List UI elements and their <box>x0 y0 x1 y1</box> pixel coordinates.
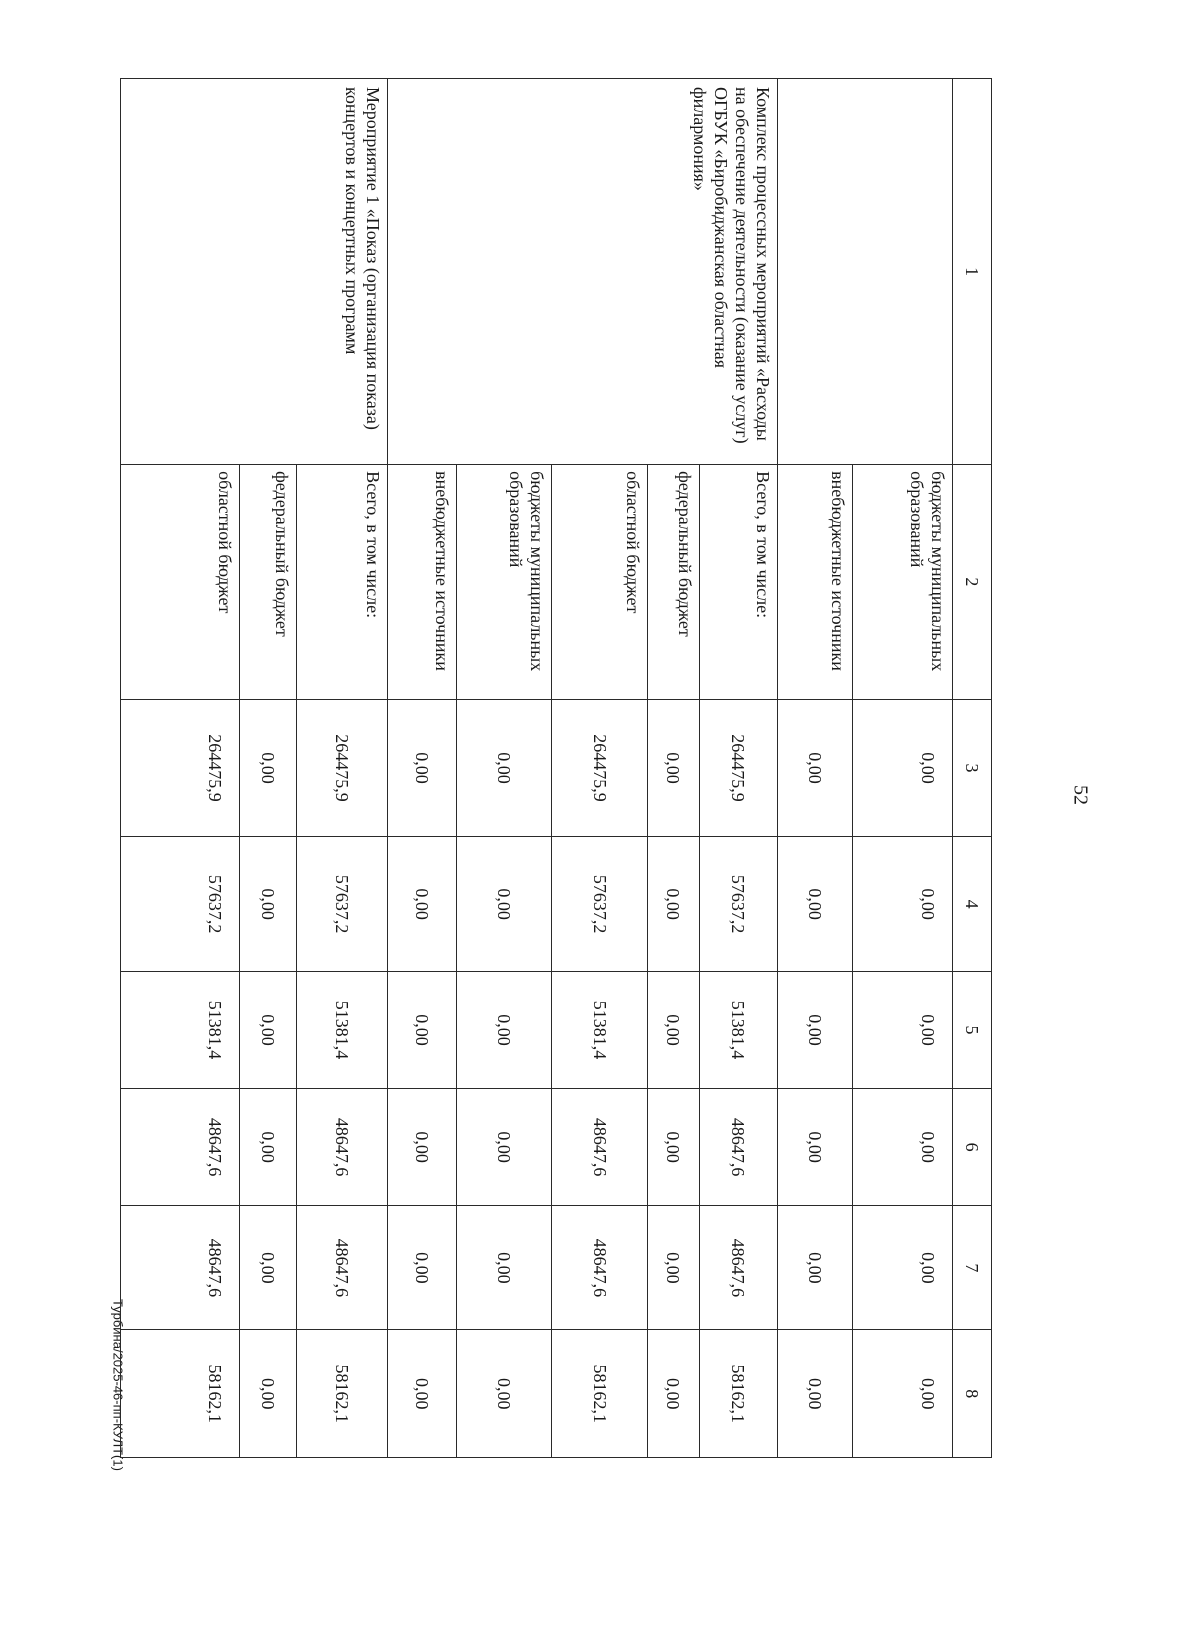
row-description: Комплекс процессных мероприятий «Расходы на обеспечение деятельности (оказание услуг) ОГБУК «Биробиджанская областная филармония» <box>387 79 777 465</box>
row-source: бюджеты муниципальных образований <box>456 465 551 699</box>
row-value: 58162,1 <box>296 1330 387 1458</box>
table-row <box>296 79 387 1458</box>
row-value: 0,00 <box>853 1206 953 1330</box>
footer-code: Турбина/2025-46-пп-КУЛТ(1) <box>110 1299 126 1471</box>
table-header-row <box>953 79 992 1458</box>
row-value: 57637,2 <box>552 837 647 971</box>
row-value: 48647,6 <box>699 1089 777 1206</box>
row-value: 0,00 <box>240 699 296 837</box>
row-source: Всего, в том числе: <box>699 465 777 699</box>
row-value: 0,00 <box>456 699 551 837</box>
row-value: 58162,1 <box>552 1330 647 1458</box>
column-header: 6 <box>953 1089 992 1206</box>
row-source: Всего, в том числе: <box>296 465 387 699</box>
column-header: 8 <box>953 1330 992 1458</box>
row-value: 0,00 <box>777 837 853 971</box>
budget-table <box>120 78 992 1458</box>
row-value: 264475,9 <box>296 699 387 837</box>
row-value: 0,00 <box>853 1089 953 1206</box>
row-value: 57637,2 <box>699 837 777 971</box>
row-value: 0,00 <box>777 1206 853 1330</box>
row-value: 0,00 <box>240 1206 296 1330</box>
row-value: 0,00 <box>647 1206 699 1330</box>
row-value: 0,00 <box>647 1089 699 1206</box>
table-row <box>853 79 953 1458</box>
row-value: 0,00 <box>853 1330 953 1458</box>
row-value: 0,00 <box>456 1330 551 1458</box>
row-value: 48647,6 <box>296 1206 387 1330</box>
row-value: 0,00 <box>647 1330 699 1458</box>
row-value: 0,00 <box>387 971 456 1088</box>
row-source: внебюджетные источники <box>387 465 456 699</box>
row-value: 0,00 <box>853 971 953 1088</box>
row-source: федеральный бюджет <box>647 465 699 699</box>
row-value: 0,00 <box>777 1089 853 1206</box>
row-value: 0,00 <box>456 1206 551 1330</box>
row-value: 58162,1 <box>121 1330 240 1458</box>
row-value: 48647,6 <box>121 1089 240 1206</box>
row-value: 0,00 <box>240 1330 296 1458</box>
row-value: 48647,6 <box>552 1206 647 1330</box>
row-value: 51381,4 <box>296 971 387 1088</box>
row-value: 0,00 <box>387 1206 456 1330</box>
row-value: 0,00 <box>777 1330 853 1458</box>
row-value: 48647,6 <box>121 1206 240 1330</box>
row-value: 48647,6 <box>699 1206 777 1330</box>
row-value: 51381,4 <box>552 971 647 1088</box>
row-value: 0,00 <box>456 837 551 971</box>
column-header: 2 <box>953 465 992 699</box>
row-value: 48647,6 <box>552 1089 647 1206</box>
row-value: 57637,2 <box>121 837 240 971</box>
row-value: 264475,9 <box>121 699 240 837</box>
row-value: 48647,6 <box>296 1089 387 1206</box>
row-value: 0,00 <box>240 837 296 971</box>
row-description <box>777 79 952 465</box>
row-value: 0,00 <box>240 1089 296 1206</box>
row-value: 0,00 <box>647 699 699 837</box>
row-value: 0,00 <box>456 1089 551 1206</box>
row-value: 264475,9 <box>552 699 647 837</box>
row-value: 0,00 <box>853 699 953 837</box>
row-source: федеральный бюджет <box>240 465 296 699</box>
row-value: 51381,4 <box>699 971 777 1088</box>
column-header: 5 <box>953 971 992 1088</box>
row-value: 0,00 <box>647 971 699 1088</box>
column-header: 4 <box>953 837 992 971</box>
row-source: областной бюджет <box>121 465 240 699</box>
column-header: 1 <box>953 79 992 465</box>
row-value: 57637,2 <box>296 837 387 971</box>
row-value: 0,00 <box>777 699 853 837</box>
budget-table-container <box>120 78 992 1458</box>
row-value: 0,00 <box>647 837 699 971</box>
page-number: 52 <box>1069 785 1092 805</box>
row-source: внебюджетные источники <box>777 465 853 699</box>
row-source: областной бюджет <box>552 465 647 699</box>
row-value: 0,00 <box>387 837 456 971</box>
row-source: бюджеты муниципальных образований <box>853 465 953 699</box>
column-header: 7 <box>953 1206 992 1330</box>
row-value: 0,00 <box>387 699 456 837</box>
row-value: 0,00 <box>777 971 853 1088</box>
row-value: 0,00 <box>387 1330 456 1458</box>
column-header: 3 <box>953 699 992 837</box>
row-value: 0,00 <box>456 971 551 1088</box>
row-value: 0,00 <box>853 837 953 971</box>
row-value: 0,00 <box>240 971 296 1088</box>
row-description: Мероприятие 1 «Показ (организация показа) концертов и концертных программ <box>121 79 388 465</box>
row-value: 264475,9 <box>699 699 777 837</box>
row-value: 0,00 <box>387 1089 456 1206</box>
row-value: 51381,4 <box>121 971 240 1088</box>
table-row <box>699 79 777 1458</box>
row-value: 58162,1 <box>699 1330 777 1458</box>
